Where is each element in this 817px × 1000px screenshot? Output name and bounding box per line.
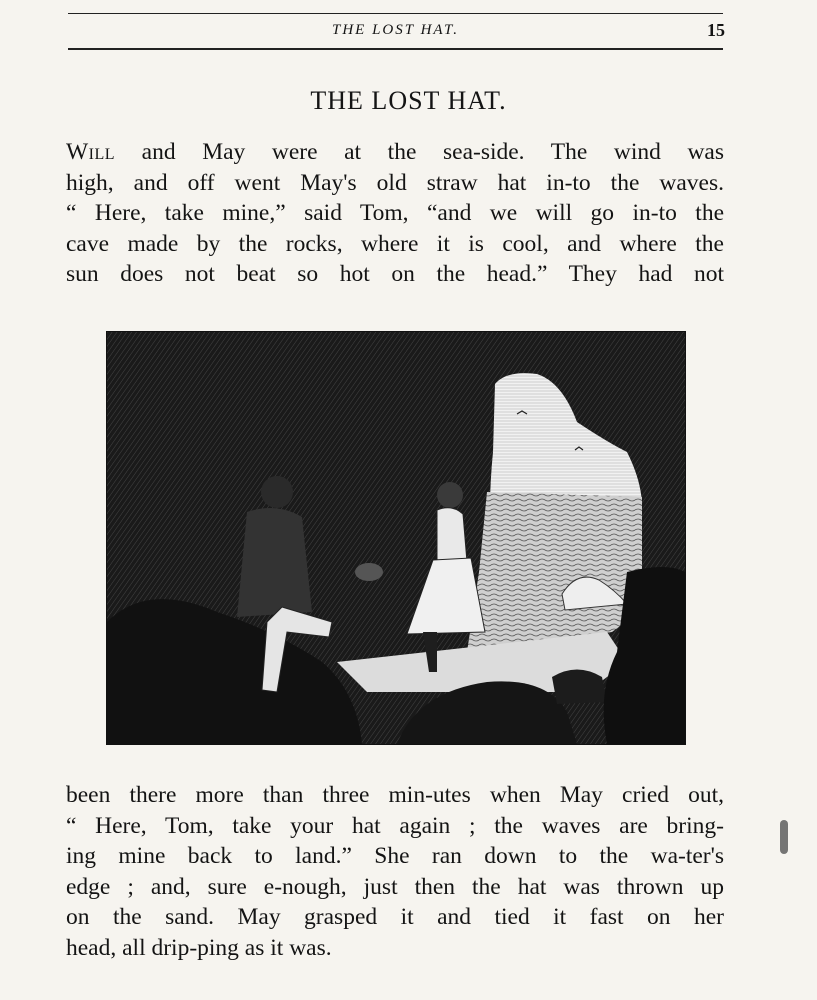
text-line: on the sand. May grasped it and tied it fast on her: [66, 904, 724, 930]
cave-illustration: [106, 331, 686, 745]
paragraph-1-line-1: [66, 137, 724, 168]
page-number: 15: [707, 20, 725, 40]
text-line: cave made by the rocks, where it is cool, and where the: [66, 230, 724, 257]
text-line: sun does not beat so hot on the head.” They had not: [66, 261, 724, 287]
text-line: ing mine back to land.” She ran down to the wa-ter's: [66, 843, 724, 869]
paragraph-1: [66, 137, 724, 290]
header-rule-top: [68, 13, 723, 14]
engraving-image: [107, 332, 685, 744]
paragraph-2: [66, 780, 724, 963]
text-line: been there more than three min-utes when May cried out,: [66, 782, 724, 808]
ink-blot-mark: [780, 820, 788, 854]
text-line: “ Here, take mine,” said Tom, “and we will go in-to the: [66, 200, 724, 226]
chapter-title: THE LOST HAT.: [310, 86, 507, 115]
header-rule-bottom: [68, 48, 723, 50]
text-line: head, all drip-ping as it was.: [66, 934, 332, 961]
lead-word: Will: [66, 139, 116, 165]
text-line: “ Here, Tom, take your hat again ; the waves are bring-: [66, 812, 724, 839]
text-line: edge ; and, sure e-nough, just then the hat was thrown up: [66, 873, 724, 900]
text-line: high, and off went May's old straw hat in-to the waves.: [66, 169, 724, 196]
text-line: and May were at the sea-side. The wind was: [141, 139, 725, 165]
running-title: THE LOST HAT.: [331, 22, 459, 38]
